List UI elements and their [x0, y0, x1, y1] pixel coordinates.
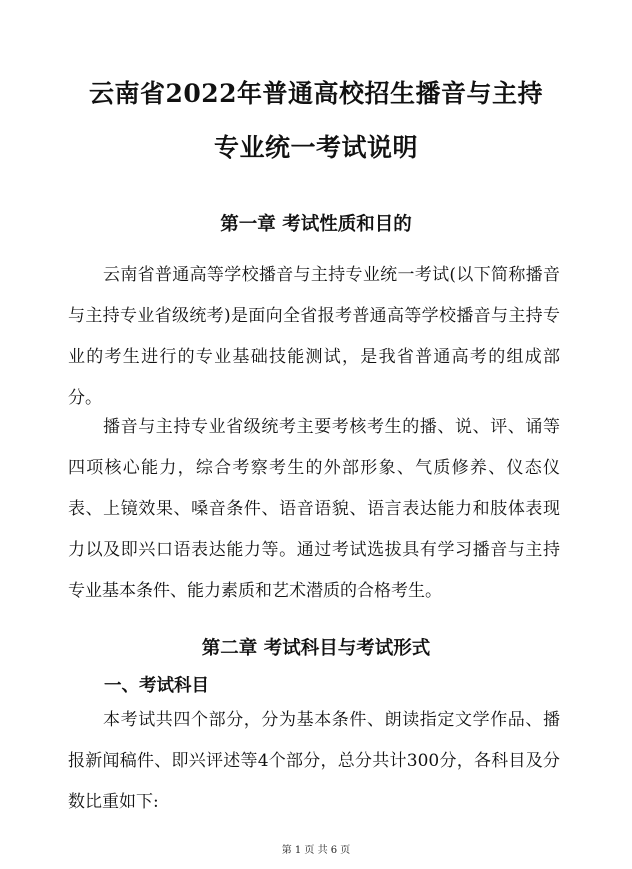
section-1-heading: 一、考试科目 — [104, 676, 209, 696]
document-subtitle: 专业统一考试说明 — [213, 133, 418, 162]
chapter-2-heading: 第二章 考试科目与考试形式 — [201, 638, 431, 659]
chapter-1-paragraph-2: 播音与主持专业省级统考主要考核考生的播、说、评、诵等四项核心能力，综合考察考生的外部形象、气质修养、仪态仪表、上镜效果、嗓音条件、语音语貌、语言表达能力和肢体表现力以及即兴口语表达能力等。通过考试选拔具有学习播音与主持专业基本条件、能力素质和艺术潜质的合格考生。 — [68, 417, 560, 601]
page-number-footer: 第 1 页 共 6 页 — [281, 845, 351, 856]
document-title: 云南省2022年普通高校招生播音与主持 — [88, 79, 544, 108]
chapter-1-paragraph-1: 云南省普通高等学校播音与主持专业统一考试(以下简称播音与主持专业省级统考)是面向全省报考普通高等学校播音与主持专业的考生进行的专业基础技能测试，是我省普通高考的组成部分。 — [68, 265, 560, 408]
chapter-1-heading: 第一章 考试性质和目的 — [220, 214, 412, 235]
section-1-paragraph: 本考试共四个部分，分为基本条件、朗读指定文学作品、播报新闻稿件、即兴评述等4个部分，总分共计300分，各科目及分数比重如下: — [68, 710, 560, 812]
